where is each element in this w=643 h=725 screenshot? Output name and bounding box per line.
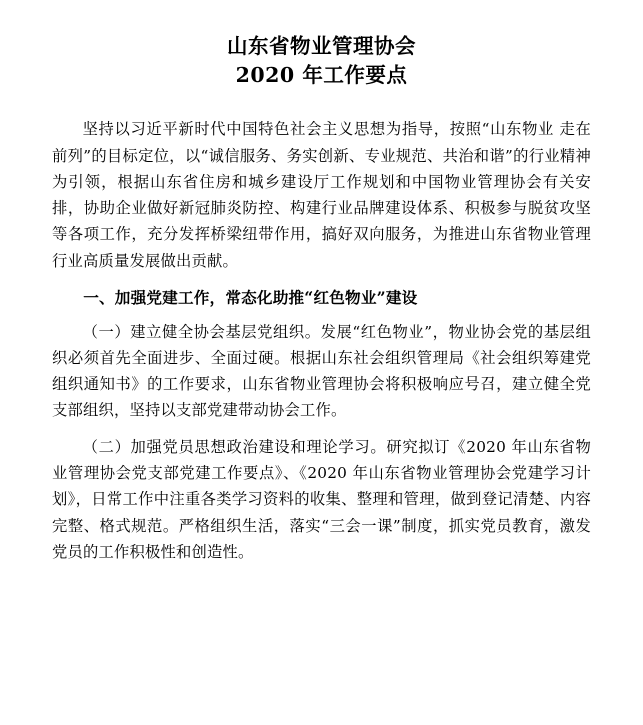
paragraph-item-1: （一）建立健全协会基层党组织。发展“红色物业”，物业协会党的基层组织必须首先全面进步、全面过硬。根据山东社会组织管理局《社会组织筹建党组织通知书》的工作要求，山东省物业管理协会将积极响应号召，建立健全党支部组织，坚持以支部党建带动协会工作。 xyxy=(52,322,591,420)
page-title-line-2: 2020 年工作要点 xyxy=(235,63,408,88)
paragraph-item-2: （二）加强党员思想政治建设和理论学习。研究拟订《2020 年山东省物业管理协会党支部党建工作要点》、《2020 年山东省物业管理协会党建学习计划》，日常工作中注重各类学习资料的收集、整理和管理，做到登记清楚、内容完整、格式规范。严格组织生活，落实“三会一课”制度，抓实党员教育，激发党员的工作积极性和创造性。 xyxy=(52,437,591,561)
paragraph-intro: 坚持以习近平新时代中国特色社会主义思想为指导，按照“山东物业 走在前列”的目标定位，以“诚信服务、务实创新、专业规范、共治和谐”的行业精神为引领，根据山东省住房和城乡建设厅工作规划和中国物业管理协会有关安排，协助企业做好新冠肺炎防控、构建行业品牌建设体系、积极参与脱贫攻坚等各项工作，充分发挥桥梁纽带作用，搞好双向服务，为推进山东省物业管理行业高质量发展做出贡献。 xyxy=(52,120,591,270)
section-heading-one: 一、加强党建工作，常态化助推“红色物业”建设 xyxy=(83,288,418,307)
page-title-line-1: 山东省物业管理协会 xyxy=(227,34,416,58)
page-title xyxy=(52,32,591,90)
document-body xyxy=(52,116,591,565)
